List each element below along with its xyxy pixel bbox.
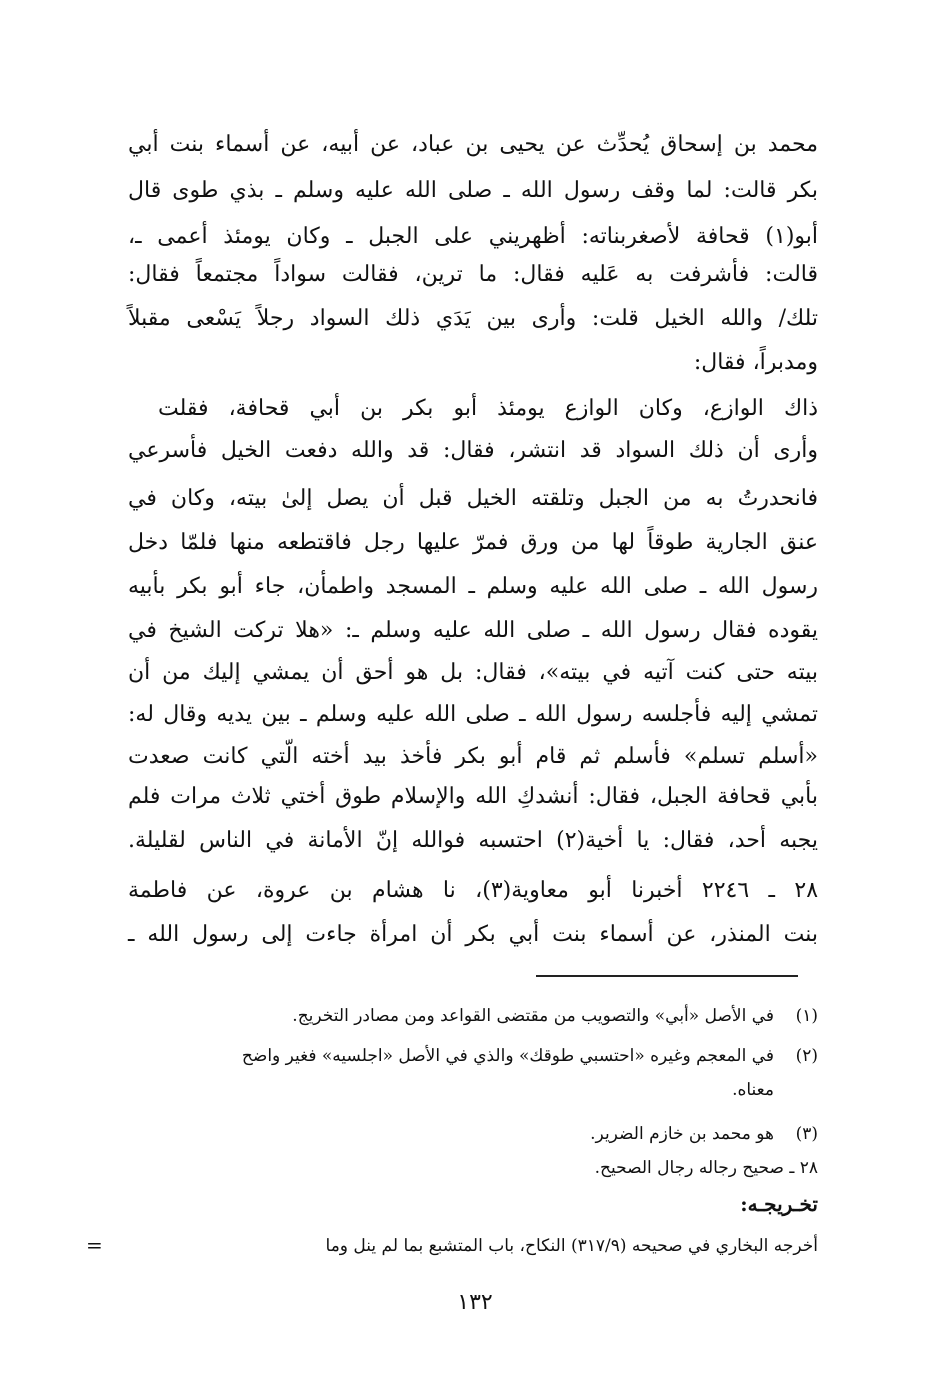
footnote-text: في المعجم وغيره «احتسبي طوقك» والذي في الأصل «اجلسيه» فغير واضح — [241, 1046, 774, 1066]
takhrij-text: أخرجه البخاري في صحيحه (٣١٧/٩) النكاح، باب المتشبع بما لم ينل وما — [325, 1236, 818, 1256]
takhrij-heading: تخـريجـه: — [740, 1192, 818, 1216]
main-text-line: تلك/ والله الخيل قلت: وأرى بين يَدَي ذلك السواد رجلاً يَسْعى مقبلاً — [128, 306, 818, 331]
main-text-line: بيته حتى كنت آتيه في بيته»، فقال: بل هو أحق أن يمشي إليك من أن — [128, 660, 818, 685]
footnote-text: هو محمد بن خازم الضرير. — [590, 1124, 774, 1144]
main-text-line: تمشي إليه فأجلسه رسول الله ـ صلى الله عليه وسلم ـ بين يديه وقال له: — [128, 702, 818, 727]
footnote-2-continuation: معناه. — [732, 1080, 774, 1100]
main-text-line: ٢٨ ـ ٢٢٤٦ أخبرنا أبو معاوية(٣)، نا هشام بن عروة، عن فاطمة — [128, 878, 819, 903]
main-text-line: رسول الله ـ صلى الله عليه وسلم ـ المسجد واطمأن، جاء أبو بكر بأبيه — [128, 574, 818, 599]
footnote-2 — [138, 1044, 818, 1068]
hadith-28-note: ٢٨ ـ صحيح رجاله رجال الصحيح. — [594, 1158, 818, 1178]
main-text-line: بكر قالت: لما وقف رسول الله ـ صلى الله عليه وسلم ـ بذي طوى قال — [128, 178, 818, 203]
footnote-number: (٣) — [795, 1124, 818, 1144]
footnote-number: (١) — [795, 1006, 818, 1026]
main-text-line: أبو(١) قحافة لأصغربناته: أظهريني على الجبل ـ وكان يومئذ أعمى ـ، — [128, 224, 818, 249]
main-text-line: بنت المنذر، عن أسماء بنت أبي بكر أن امرأة جاءت إلى رسول الله ـ — [128, 922, 818, 947]
main-text-line: يجبه أحد، فقال: يا أخية(٢) احتسبه فوالله إنّ الأمانة في الناس لقليلة. — [128, 828, 819, 853]
continuation-mark: = — [86, 1233, 103, 1257]
footnote-number: (٢) — [795, 1046, 818, 1066]
footnote-text: في الأصل «أبي» والتصويب من مقتضى القواعد ومن مصادر التخريج. — [292, 1006, 774, 1026]
main-text-line: عنق الجارية طوقاً لها من ورق فمرّ عليها رجل فاقتطعه منها فلمّا دخل — [128, 530, 818, 555]
main-text-line: يقوده فقال رسول الله ـ صلى الله عليه وسلم ـ: «هلا تركت الشيخ في — [128, 618, 818, 643]
main-text-line: قالت: فأشرفت به عَليه فقال: ما ترين، فقالت سواداً مجتمعاً فقال: — [128, 262, 818, 287]
main-text-line: «أسلم تسلم» فأسلم ثم قام أبو بكر فأخذ بيد أخته الّتي كانت صعدت — [128, 744, 818, 769]
main-text-line: ومدبراً، فقال: — [693, 350, 818, 375]
main-text-line: ذاك الوازع، وكان الوازع يومئذ أبو بكر بن أبي قحافة، فقلت — [158, 396, 818, 421]
page-number: ١٣٢ — [457, 1290, 493, 1315]
main-text-line: فانحدرتُ به من الجبل وتلقته الخيل قبل أن يصل إلىٰ بيته، وكان في — [128, 486, 818, 511]
footnote-1 — [138, 1004, 818, 1028]
main-text-line: محمد بن إسحاق يُحدِّث عن يحيى بن عباد، عن أبيه، عن أسماء بنت أبي — [128, 132, 818, 157]
footnote-separator — [536, 975, 798, 977]
main-text-line: بأبي قحافة الجبل، فقال: أنشدكِ الله والإسلام طوق أختي ثلاث مرات فلم — [128, 784, 818, 809]
main-text-line: وأرى أن ذلك السواد قد انتشر، فقال: قد والله دفعت الخيل فأسرعي — [128, 438, 818, 463]
footnote-3 — [138, 1122, 818, 1146]
